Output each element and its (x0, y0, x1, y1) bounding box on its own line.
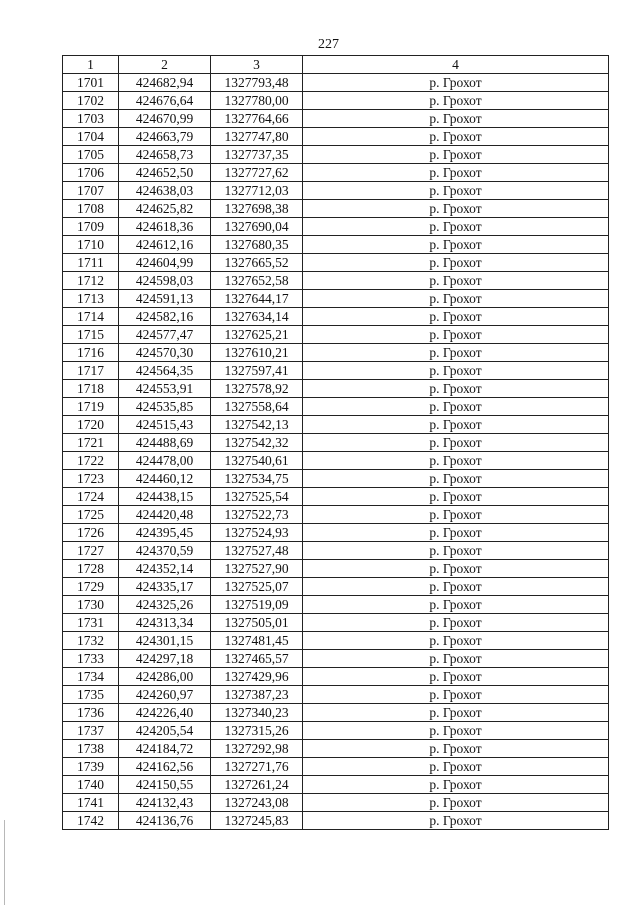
y-coordinate-cell: 1327292,98 (211, 740, 303, 758)
table-row (63, 776, 609, 794)
column-header-4: 4 (303, 56, 609, 74)
point-number-cell: 1732 (63, 632, 119, 650)
description-cell: р. Грохот (303, 470, 609, 488)
point-number-cell: 1738 (63, 740, 119, 758)
y-coordinate-cell: 1327625,21 (211, 326, 303, 344)
x-coordinate-cell: 424488,69 (119, 434, 211, 452)
x-coordinate-cell: 424676,64 (119, 92, 211, 110)
y-coordinate-cell: 1327465,57 (211, 650, 303, 668)
scan-margin-line (4, 820, 5, 905)
description-cell: р. Грохот (303, 128, 609, 146)
table-row (63, 200, 609, 218)
y-coordinate-cell: 1327243,08 (211, 794, 303, 812)
x-coordinate-cell: 424515,43 (119, 416, 211, 434)
point-number-cell: 1740 (63, 776, 119, 794)
table-row (63, 758, 609, 776)
description-cell: р. Грохот (303, 236, 609, 254)
point-number-cell: 1718 (63, 380, 119, 398)
x-coordinate-cell: 424535,85 (119, 398, 211, 416)
x-coordinate-cell: 424577,47 (119, 326, 211, 344)
point-number-cell: 1722 (63, 452, 119, 470)
y-coordinate-cell: 1327793,48 (211, 74, 303, 92)
point-number-cell: 1742 (63, 812, 119, 830)
description-cell: р. Грохот (303, 650, 609, 668)
x-coordinate-cell: 424286,00 (119, 668, 211, 686)
table-row (63, 470, 609, 488)
y-coordinate-cell: 1327315,26 (211, 722, 303, 740)
y-coordinate-cell: 1327524,93 (211, 524, 303, 542)
description-cell: р. Грохот (303, 362, 609, 380)
point-number-cell: 1741 (63, 794, 119, 812)
description-cell: р. Грохот (303, 398, 609, 416)
table-row (63, 560, 609, 578)
point-number-cell: 1709 (63, 218, 119, 236)
point-number-cell: 1726 (63, 524, 119, 542)
table-row (63, 110, 609, 128)
y-coordinate-cell: 1327652,58 (211, 272, 303, 290)
description-cell: р. Грохот (303, 290, 609, 308)
table-row (63, 308, 609, 326)
y-coordinate-cell: 1327534,75 (211, 470, 303, 488)
y-coordinate-cell: 1327764,66 (211, 110, 303, 128)
description-cell: р. Грохот (303, 794, 609, 812)
description-cell: р. Грохот (303, 344, 609, 362)
description-cell: р. Грохот (303, 524, 609, 542)
x-coordinate-cell: 424598,03 (119, 272, 211, 290)
point-number-cell: 1731 (63, 614, 119, 632)
x-coordinate-cell: 424582,16 (119, 308, 211, 326)
table-row (63, 632, 609, 650)
x-coordinate-cell: 424132,43 (119, 794, 211, 812)
x-coordinate-cell: 424301,15 (119, 632, 211, 650)
table-row (63, 254, 609, 272)
table-row (63, 488, 609, 506)
y-coordinate-cell: 1327519,09 (211, 596, 303, 614)
point-number-cell: 1737 (63, 722, 119, 740)
point-number-cell: 1713 (63, 290, 119, 308)
point-number-cell: 1725 (63, 506, 119, 524)
point-number-cell: 1733 (63, 650, 119, 668)
point-number-cell: 1704 (63, 128, 119, 146)
table-row (63, 614, 609, 632)
description-cell: р. Грохот (303, 74, 609, 92)
x-coordinate-cell: 424564,35 (119, 362, 211, 380)
table-row (63, 704, 609, 722)
point-number-cell: 1710 (63, 236, 119, 254)
y-coordinate-cell: 1327525,54 (211, 488, 303, 506)
description-cell: р. Грохот (303, 380, 609, 398)
y-coordinate-cell: 1327727,62 (211, 164, 303, 182)
x-coordinate-cell: 424313,34 (119, 614, 211, 632)
x-coordinate-cell: 424297,18 (119, 650, 211, 668)
x-coordinate-cell: 424570,30 (119, 344, 211, 362)
table-row (63, 740, 609, 758)
point-number-cell: 1724 (63, 488, 119, 506)
y-coordinate-cell: 1327780,00 (211, 92, 303, 110)
description-cell: р. Грохот (303, 326, 609, 344)
y-coordinate-cell: 1327429,96 (211, 668, 303, 686)
point-number-cell: 1723 (63, 470, 119, 488)
x-coordinate-cell: 424150,55 (119, 776, 211, 794)
table-header (63, 56, 609, 74)
point-number-cell: 1734 (63, 668, 119, 686)
x-coordinate-cell: 424612,16 (119, 236, 211, 254)
table-row (63, 452, 609, 470)
table-row (63, 218, 609, 236)
table-row (63, 542, 609, 560)
description-cell: р. Грохот (303, 560, 609, 578)
description-cell: р. Грохот (303, 668, 609, 686)
point-number-cell: 1715 (63, 326, 119, 344)
point-number-cell: 1721 (63, 434, 119, 452)
description-cell: р. Грохот (303, 632, 609, 650)
point-number-cell: 1736 (63, 704, 119, 722)
table-row (63, 398, 609, 416)
table-row (63, 272, 609, 290)
x-coordinate-cell: 424352,14 (119, 560, 211, 578)
description-cell: р. Грохот (303, 686, 609, 704)
description-cell: р. Грохот (303, 614, 609, 632)
description-cell: р. Грохот (303, 722, 609, 740)
x-coordinate-cell: 424205,54 (119, 722, 211, 740)
y-coordinate-cell: 1327712,03 (211, 182, 303, 200)
description-cell: р. Грохот (303, 272, 609, 290)
table-row (63, 146, 609, 164)
description-cell: р. Грохот (303, 578, 609, 596)
x-coordinate-cell: 424658,73 (119, 146, 211, 164)
y-coordinate-cell: 1327644,17 (211, 290, 303, 308)
description-cell: р. Грохот (303, 596, 609, 614)
point-number-cell: 1716 (63, 344, 119, 362)
y-coordinate-cell: 1327271,76 (211, 758, 303, 776)
table-row (63, 380, 609, 398)
point-number-cell: 1730 (63, 596, 119, 614)
description-cell: р. Грохот (303, 506, 609, 524)
description-cell: р. Грохот (303, 812, 609, 830)
point-number-cell: 1708 (63, 200, 119, 218)
table-row (63, 164, 609, 182)
table-row (63, 812, 609, 830)
description-cell: р. Грохот (303, 776, 609, 794)
point-number-cell: 1707 (63, 182, 119, 200)
x-coordinate-cell: 424591,13 (119, 290, 211, 308)
description-cell: р. Грохот (303, 542, 609, 560)
y-coordinate-cell: 1327245,83 (211, 812, 303, 830)
table-row (63, 128, 609, 146)
description-cell: р. Грохот (303, 308, 609, 326)
x-coordinate-cell: 424625,82 (119, 200, 211, 218)
y-coordinate-cell: 1327665,52 (211, 254, 303, 272)
coordinates-table (62, 55, 609, 830)
x-coordinate-cell: 424553,91 (119, 380, 211, 398)
description-cell: р. Грохот (303, 182, 609, 200)
page-number: 227 (318, 37, 339, 52)
y-coordinate-cell: 1327610,21 (211, 344, 303, 362)
description-cell: р. Грохот (303, 218, 609, 236)
point-number-cell: 1706 (63, 164, 119, 182)
description-cell: р. Грохот (303, 164, 609, 182)
x-coordinate-cell: 424335,17 (119, 578, 211, 596)
y-coordinate-cell: 1327527,90 (211, 560, 303, 578)
description-cell: р. Грохот (303, 254, 609, 272)
column-header-1: 1 (63, 56, 119, 74)
point-number-cell: 1729 (63, 578, 119, 596)
table-row (63, 434, 609, 452)
table-row (63, 182, 609, 200)
table-row (63, 668, 609, 686)
description-cell: р. Грохот (303, 92, 609, 110)
y-coordinate-cell: 1327698,38 (211, 200, 303, 218)
description-cell: р. Грохот (303, 146, 609, 164)
x-coordinate-cell: 424370,59 (119, 542, 211, 560)
y-coordinate-cell: 1327540,61 (211, 452, 303, 470)
table-row (63, 362, 609, 380)
point-number-cell: 1717 (63, 362, 119, 380)
description-cell: р. Грохот (303, 488, 609, 506)
x-coordinate-cell: 424420,48 (119, 506, 211, 524)
description-cell: р. Грохот (303, 416, 609, 434)
point-number-cell: 1739 (63, 758, 119, 776)
x-coordinate-cell: 424478,00 (119, 452, 211, 470)
point-number-cell: 1701 (63, 74, 119, 92)
x-coordinate-cell: 424438,15 (119, 488, 211, 506)
x-coordinate-cell: 424136,76 (119, 812, 211, 830)
table-row (63, 326, 609, 344)
description-cell: р. Грохот (303, 704, 609, 722)
x-coordinate-cell: 424395,45 (119, 524, 211, 542)
x-coordinate-cell: 424682,94 (119, 74, 211, 92)
header-row (63, 56, 609, 74)
point-number-cell: 1720 (63, 416, 119, 434)
point-number-cell: 1712 (63, 272, 119, 290)
y-coordinate-cell: 1327597,41 (211, 362, 303, 380)
point-number-cell: 1702 (63, 92, 119, 110)
table-row (63, 794, 609, 812)
point-number-cell: 1735 (63, 686, 119, 704)
y-coordinate-cell: 1327505,01 (211, 614, 303, 632)
x-coordinate-cell: 424162,56 (119, 758, 211, 776)
table-row (63, 686, 609, 704)
y-coordinate-cell: 1327387,23 (211, 686, 303, 704)
description-cell: р. Грохот (303, 110, 609, 128)
y-coordinate-cell: 1327542,32 (211, 434, 303, 452)
y-coordinate-cell: 1327522,73 (211, 506, 303, 524)
point-number-cell: 1719 (63, 398, 119, 416)
y-coordinate-cell: 1327558,64 (211, 398, 303, 416)
y-coordinate-cell: 1327690,04 (211, 218, 303, 236)
x-coordinate-cell: 424325,26 (119, 596, 211, 614)
table-row (63, 506, 609, 524)
y-coordinate-cell: 1327261,24 (211, 776, 303, 794)
y-coordinate-cell: 1327527,48 (211, 542, 303, 560)
point-number-cell: 1728 (63, 560, 119, 578)
description-cell: р. Грохот (303, 758, 609, 776)
y-coordinate-cell: 1327542,13 (211, 416, 303, 434)
x-coordinate-cell: 424184,72 (119, 740, 211, 758)
x-coordinate-cell: 424460,12 (119, 470, 211, 488)
table-row (63, 74, 609, 92)
description-cell: р. Грохот (303, 740, 609, 758)
point-number-cell: 1727 (63, 542, 119, 560)
table-row (63, 524, 609, 542)
description-cell: р. Грохот (303, 434, 609, 452)
point-number-cell: 1703 (63, 110, 119, 128)
table-row (63, 92, 609, 110)
table-row (63, 722, 609, 740)
column-header-2: 2 (119, 56, 211, 74)
table-row (63, 416, 609, 434)
x-coordinate-cell: 424260,97 (119, 686, 211, 704)
table-row (63, 578, 609, 596)
x-coordinate-cell: 424618,36 (119, 218, 211, 236)
x-coordinate-cell: 424604,99 (119, 254, 211, 272)
point-number-cell: 1705 (63, 146, 119, 164)
description-cell: р. Грохот (303, 200, 609, 218)
x-coordinate-cell: 424670,99 (119, 110, 211, 128)
table-row (63, 236, 609, 254)
x-coordinate-cell: 424652,50 (119, 164, 211, 182)
x-coordinate-cell: 424638,03 (119, 182, 211, 200)
point-number-cell: 1714 (63, 308, 119, 326)
y-coordinate-cell: 1327737,35 (211, 146, 303, 164)
point-number-cell: 1711 (63, 254, 119, 272)
table-row (63, 290, 609, 308)
y-coordinate-cell: 1327340,23 (211, 704, 303, 722)
table-row (63, 596, 609, 614)
y-coordinate-cell: 1327525,07 (211, 578, 303, 596)
table-row (63, 344, 609, 362)
x-coordinate-cell: 424663,79 (119, 128, 211, 146)
column-header-3: 3 (211, 56, 303, 74)
y-coordinate-cell: 1327747,80 (211, 128, 303, 146)
y-coordinate-cell: 1327634,14 (211, 308, 303, 326)
description-cell: р. Грохот (303, 452, 609, 470)
table-row (63, 650, 609, 668)
y-coordinate-cell: 1327578,92 (211, 380, 303, 398)
y-coordinate-cell: 1327680,35 (211, 236, 303, 254)
x-coordinate-cell: 424226,40 (119, 704, 211, 722)
table-body (63, 74, 609, 830)
y-coordinate-cell: 1327481,45 (211, 632, 303, 650)
